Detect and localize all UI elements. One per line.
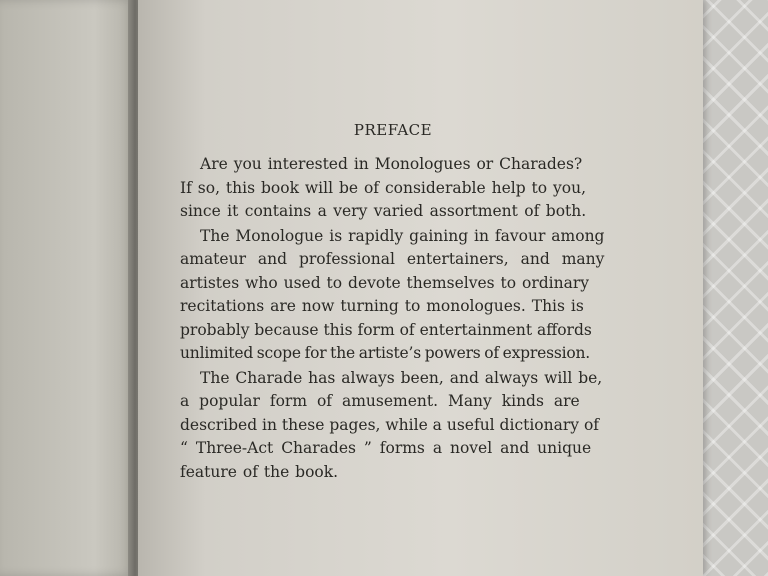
paragraph-3 bbox=[180, 367, 603, 485]
text-line: “ Three-Act Charades ” forms a novel and unique bbox=[180, 439, 592, 457]
text-line: feature of the book. bbox=[180, 462, 339, 481]
paragraph-2 bbox=[180, 225, 605, 366]
text-line: Are you interested in Monologues or Charades? bbox=[200, 155, 583, 173]
text-line: The Charade has always been, and always will be, bbox=[200, 368, 603, 387]
page-heading: PREFACE bbox=[353, 121, 433, 139]
left-facing-page bbox=[0, 0, 135, 576]
text-line: amateur and professional entertainers, and many bbox=[180, 250, 605, 268]
paragraph-1 bbox=[180, 153, 600, 224]
text-line: artistes who used to devote themselves to ordinary bbox=[180, 273, 590, 292]
text-line: a popular form of amusement. Many kinds are bbox=[180, 392, 580, 410]
text-line: described in these pages, while a useful dictionary of bbox=[180, 415, 600, 434]
text-line: The Monologue is rapidly gaining in favour among bbox=[200, 226, 605, 245]
text-line: since it contains a very varied assortment of both. bbox=[180, 202, 587, 220]
text-line: probably because this form of entertainment affords bbox=[180, 320, 592, 339]
book-page bbox=[138, 0, 703, 576]
preface-text bbox=[180, 153, 605, 485]
text-line: unlimited scope for the artiste’s powers of expression. bbox=[180, 344, 590, 362]
text-line: If so, this book will be of considerable help to you, bbox=[180, 178, 587, 197]
text-line: recitations are now turning to monologues. This is bbox=[180, 297, 584, 315]
